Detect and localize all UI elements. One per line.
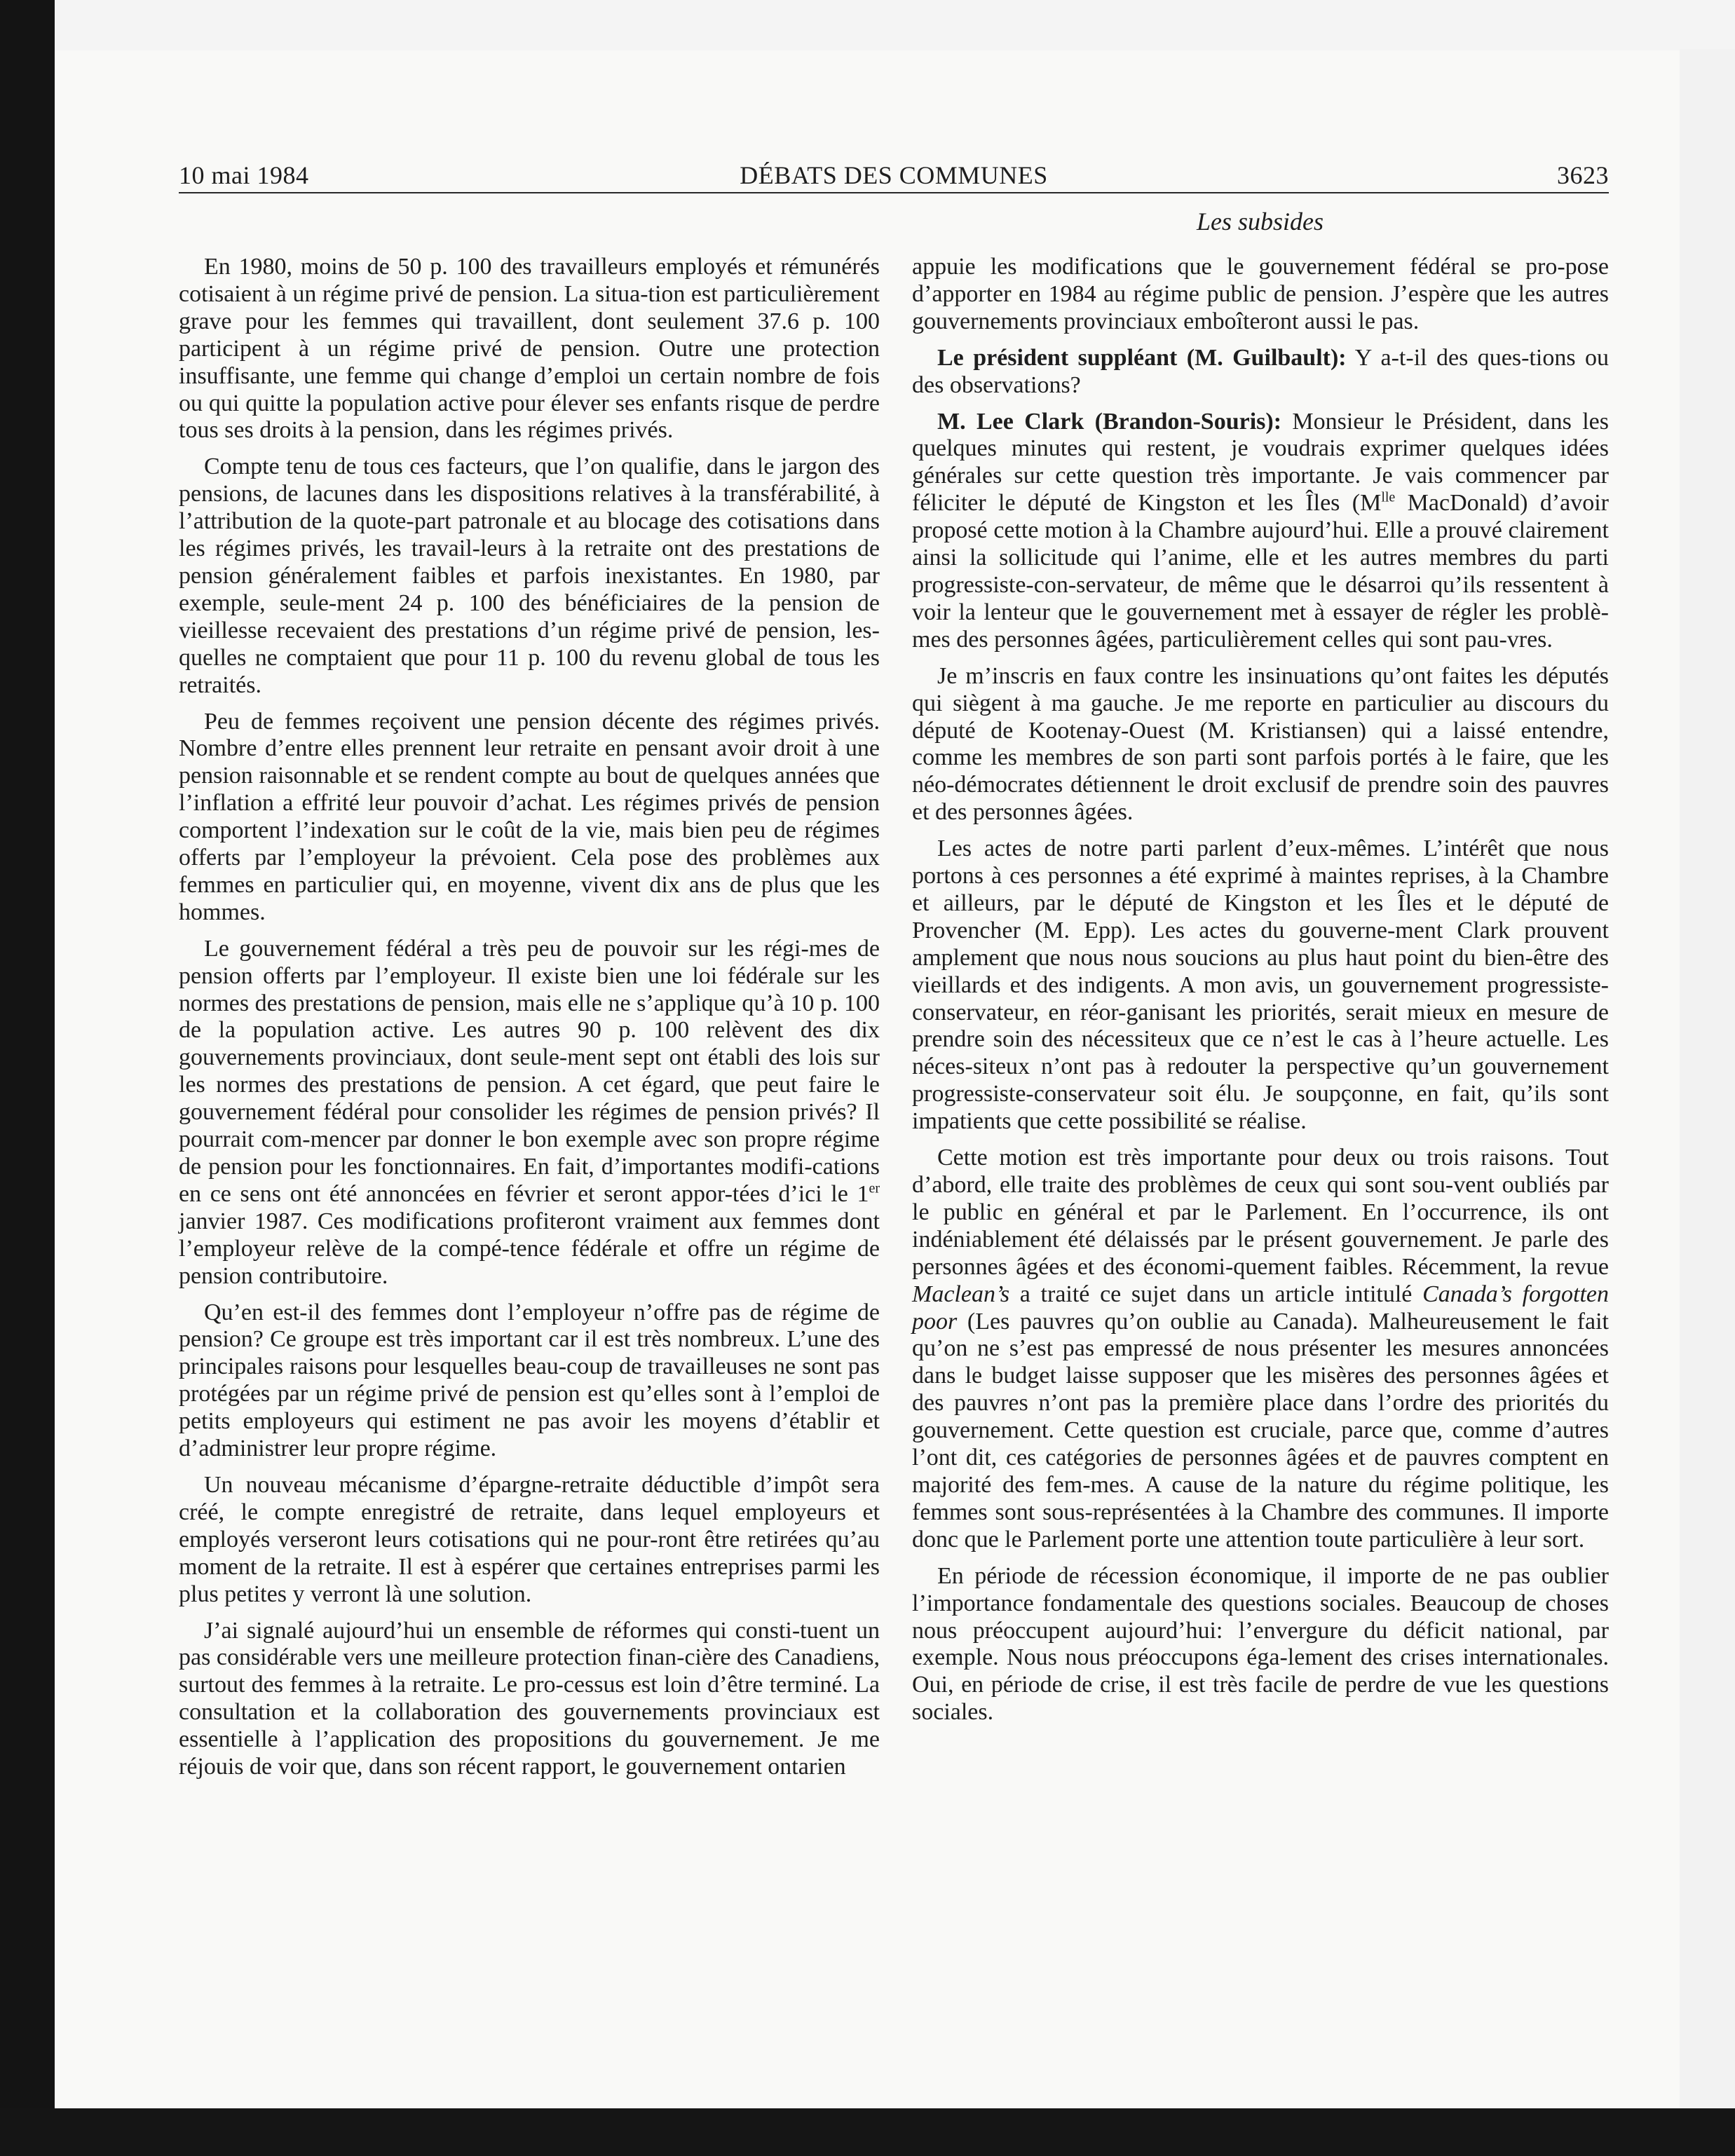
paragraph-text: Monsieur le Président, dans les quelques minutes qui restent, je voudrais exprimer quelques idées générales sur cette question très importante. Je vais commencer par féliciter le député de Kingston et les Îles (M	[912, 408, 1609, 517]
right-column	[912, 254, 1609, 1735]
speaker-name: M. Lee Clark (Brandon-Souris):	[937, 408, 1282, 435]
paragraph: Peu de femmes reçoivent une pension décente des régimes privés. Nombre d’entre elles prennent leur retraite en pensant avoir droit à une pension raisonnable et se rendent compte au bout de quelques années que l’inflation a effrité leur pouvoir d’achat. Les régimes privés de pension comportent l’indexation sur le coût de la vie, mais bien peu de régimes offerts par l’employeur la prévoient. Cela pose des problèmes aux femmes en particulier qui, en moyenne, vivent dix ans de plus que les hommes.	[179, 708, 880, 925]
page-number: 3623	[1557, 161, 1609, 189]
paragraph-text: Y a-t-il des ques-tions ou des observations?	[912, 344, 1609, 398]
header-date: 10 mai 1984	[179, 161, 309, 189]
left-column	[179, 254, 880, 1790]
paragraph	[912, 345, 1609, 400]
paragraph: En 1980, moins de 50 p. 100 des travailleurs employés et rémunérés cotisaient à un régime privé de pension. La situa-tion est particulièrement grave pour les femmes qui travaillent, dont seulement 37.6 p. 100 participent à un régime privé de pension. Outre une protection insuffisante, une femme qui change d’emploi un certain nombre de fois ou qui quitte la population active pour élever ses enfants risque de perdre tous ses droits à la pension, dans les régimes privés.	[179, 254, 880, 444]
paragraph: Compte tenu de tous ces facteurs, que l’on qualifie, dans le jargon des pensions, de lacunes dans les dispositions relatives à la transférabilité, à l’attribution de la quote-part patronale et au blocage des cotisations dans les régimes privés, les travail-leurs à la retraite ont des prestations de pension généralement faibles et parfois inexistantes. En 1980, par exemple, seule-ment 24 p. 100 des bénéficiaires de la pension de vieillesse recevaient des prestations d’un régime privé de pension, les-quelles ne comptaient que pour 11 p. 100 du revenu global de tous les retraités.	[179, 453, 880, 698]
superscript: er	[869, 1180, 880, 1196]
paragraph: En période de récession économique, il importe de ne pas oublier l’importance fondamentale des questions sociales. Beaucoup de choses nous préoccupent aujourd’hui: l’envergure du déficit national, par exemple. Nous nous préoccupons éga-lement des crises internationales. Oui, en période de crise, il est très facile de perdre de vue les questions sociales.	[912, 1562, 1609, 1726]
paragraph	[912, 1145, 1609, 1554]
scan-border-right	[1680, 49, 1735, 2108]
paragraph-text: Le gouvernement fédéral a très peu de pouvoir sur les régi-mes de pension offerts par l’employeur. Il existe bien une loi fédérale sur les normes des prestations de pension, mais elle ne s’applique qu’à 10 p. 100 de la population active. Les autres 90 p. 100 relèvent des dix gouvernements provinciaux, dont seule-ment sept ont établi des lois sur les normes des prestations de pension. A cet égard, que peut faire le gouvernement fédéral pour consolider les régimes de pension privés? Il pourrait com-mencer par donner le bon exemple avec son propre régime de pension pour les fonctionnaires. En fait, d’importantes modifi-cations en ce sens ont été annoncées en février et seront appor-tées d’ici le 1	[179, 935, 880, 1207]
paragraph-text: MacDonald) d’avoir proposé cette motion à la Chambre aujourd’hui. Elle a prouvé clairement ainsi la sollicitude qui l’anime, elle et les autres membres du parti progressiste-con-servateur, de même que le désarroi qu’ils ressentent à voir la lenteur que le gouvernement met à essayer de régler les problè-mes des personnes âgées, particulièrement celles qui sont pau-vres.	[912, 490, 1609, 653]
italic-title: Canada’s forgotten poor	[912, 1281, 1609, 1335]
header-title: DÉBATS DES COMMUNES	[740, 161, 1048, 189]
scan-border-top	[55, 0, 1735, 50]
paragraph-text: Cette motion est très importante pour deux ou trois raisons. Tout d’abord, elle traite des problèmes de ceux qui sont sou-vent oubliés par le public en général et par le Parlement. En l’occurrence, ils ont indéniablement été délaissés par le présent gouvernement. Je parle des personnes âgées et des économi-quement faibles. Récemment, la revue	[912, 1145, 1609, 1280]
paragraph: Je m’inscris en faux contre les insinuations qu’ont faites les députés qui siègent à ma gauche. Je me reporte en particulier au discours du député de Kootenay-Ouest (M. Kristiansen) qui a laissé entendre, comme les membres de son parti sont parfois portés à le faire, que les néo-démocrates détiennent le droit exclusif de prendre soin des pauvres et des personnes âgées.	[912, 662, 1609, 826]
section-title: Les subsides	[1196, 207, 1324, 236]
paragraph: Les actes de notre parti parlent d’eux-mêmes. L’intérêt que nous portons à ces personnes a été exprimé à maintes reprises, à la Chambre et ailleurs, par le député de Kingston et les Îles et le député de Provencher (M. Epp). Les actes du gouverne-ment Clark prouvent amplement que nous nous soucions au plus haut point du bien-être des vieillards et des indigents. A mon avis, un gouvernement progressiste-conservateur, en réor-ganisant les priorités, serait mieux en mesure de prendre soin des nécessiteux que ce n’est le cas à l’heure actuelle. Les néces-siteux n’ont pas à redouter la perspective qu’un gouvernement progressiste-conservateur soit élu. Je soupçonne, en fait, qu’ils sont impatients que cette possibilité se réalise.	[912, 835, 1609, 1135]
speaker-name: Le président suppléant (M. Guilbault):	[937, 344, 1347, 371]
paragraph-text: (Les pauvres qu’on oublie au Canada). Malheureusement le fait qu’on ne s’est pas empressé de nous présenter les mesures annoncées dans le budget laisse supposer que les misères des personnes âgées et des pauvres n’ont pas la première place dans l’ordre des priorités du gouvernement. Cette question est cruciale, parce que, comme d’autres l’ont dit, ces catégories de personnes âgées et de pauvres comptent en majorité des fem-mes. A cause de la nature du régime politique, les femmes sont sous-représentées à la Chambre des communes. Il importe donc que le Parlement porte une attention toute particulière à leur sort.	[912, 1308, 1609, 1553]
superscript: lle	[1381, 489, 1396, 505]
paragraph: Qu’en est-il des femmes dont l’employeur n’offre pas de régime de pension? Ce groupe est très important car il est très nombreux. L’une des principales raisons pour lesquelles beau-coup de travailleuses ne sont pas protégées par un régime privé de pension est qu’elles sont à l’emploi de petits employeurs qui estiment ne pas avoir les moyens d’établir et d’administrer leur propre régime.	[179, 1299, 880, 1462]
running-header	[179, 158, 1609, 193]
paragraph: Un nouveau mécanisme d’épargne-retraite déductible d’impôt sera créé, le compte enregistré de retraite, dans lequel employeurs et employés verseront leurs cotisations qui ne pour-ront être retirées qu’au moment de la retraite. Il est à espérer que certaines entreprises parmi les plus petites y verront là une solution.	[179, 1471, 880, 1607]
italic-title: Maclean’s	[912, 1281, 1010, 1307]
paragraph-continued: appuie les modifications que le gouvernement fédéral se pro-pose d’apporter en 1984 au régime public de pension. J’espère que les autres gouvernements provinciaux emboîteront aussi le pas.	[912, 254, 1609, 334]
scan-border-left	[0, 0, 55, 2156]
paragraph-text: janvier 1987. Ces modifications profiteront vraiment aux femmes dont l’employeur relève de la compé-tence fédérale et offre un régime de pension contributoire.	[179, 1208, 880, 1289]
paragraph-text: a traité ce sujet dans un article intitulé	[1009, 1281, 1423, 1307]
scan-border-bottom	[0, 2108, 1735, 2156]
paragraph	[912, 409, 1609, 654]
paragraph: J’ai signalé aujourd’hui un ensemble de réformes qui consti-tuent un pas considérable vers une meilleure protection finan-cière des Canadiens, surtout des femmes à la retraite. Le pro-cessus est loin d’être terminé. La consultation et la collaboration des gouvernements provinciaux est essentielle à l’application des propositions du gouvernement. Je me réjouis de voir que, dans son récent rapport, le gouvernement ontarien	[179, 1617, 880, 1780]
paragraph	[179, 936, 880, 1290]
